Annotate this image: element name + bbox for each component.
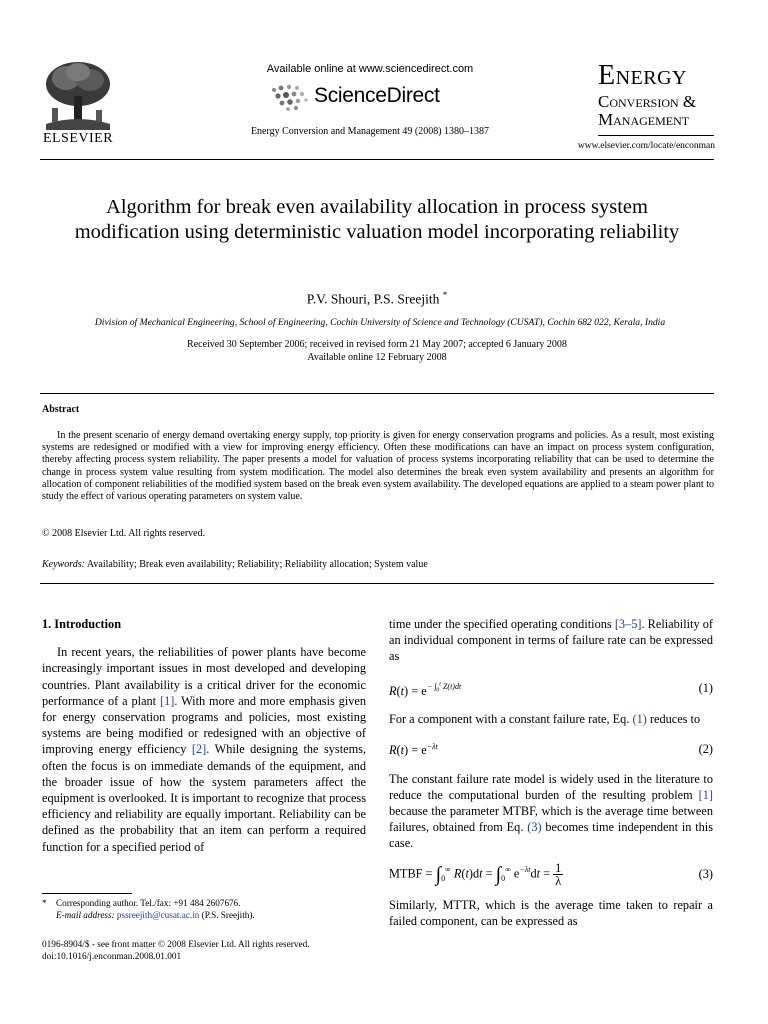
front-matter (42, 939, 310, 963)
journal-logo-line-3: Management (598, 110, 690, 129)
authors (70, 290, 684, 308)
equation-3-number: (3) (698, 866, 713, 881)
journal-logo-rule (598, 135, 714, 136)
publisher-name: ELSEVIER (42, 131, 114, 146)
elsevier-tree-icon (38, 58, 118, 130)
keywords-text: Availability; Break even availability; Reliability; Reliability allocation; System value (86, 559, 428, 570)
equation-2-formula: $R(t) = e^{-\lambda t}$ (389, 742, 438, 758)
doi-line[interactable]: doi:10.1016/j.enconman.2008.01.001 (42, 952, 182, 962)
email-note: E-mail address: pssreejith@cusat.ac.in (P.S. Sreejith). (56, 910, 255, 920)
sciencedirect-dots-icon (268, 82, 312, 112)
keywords (42, 559, 428, 570)
right-paragraph-3: The constant failure rate model is widely used in the literature to reduce the computational burden of the resulting problem [1] because the parameter MTBF, which is the average time between failures, obtained from Eq. (3) becomes time independent in this case. (389, 771, 713, 851)
right-paragraph-2: For a component with a constant failure rate, Eq. (1) reduces to (389, 712, 701, 727)
equation-1-formula: $R(t) = e^{- \int_0^t Z(t)dt}$ (389, 681, 462, 698)
keywords-label: Keywords: (42, 559, 85, 570)
journal-logo-line-2: Conversion & (598, 92, 697, 111)
abstract-copyright: © 2008 Elsevier Ltd. All rights reserved. (42, 528, 206, 539)
received-dates (70, 338, 684, 364)
author-names: P.V. Shouri, P.S. Sreejith (306, 291, 440, 307)
abstract-bottom-divider (40, 583, 714, 584)
journal-logo-line-1: Energy (598, 60, 687, 91)
citation-link[interactable]: [1] (159, 693, 175, 708)
footnote (42, 897, 366, 921)
equation-2 (389, 739, 713, 758)
equation-1-number: (1) (698, 680, 713, 695)
journal-citation: Energy Conversion and Management 49 (2008) 1380–1387 (250, 126, 490, 137)
right-paragraph-1: time under the specified operating conditions [3–5]. Reliability of an individual component in terms of failure rate can be expressed as (389, 617, 713, 664)
issn-line: 0196-8904/$ - see front matter © 2008 Elsevier Ltd. All rights reserved. (42, 940, 310, 950)
right-column (389, 616, 713, 929)
abstract-text: In the present scenario of energy demand overtaking energy supply, top priority is given for energy conservation programs and policies. As a result, most existing systems are redesigned or modified with a view for improving energy efficiency. Often these modifications can have an impact on process system configuration, thereby affecting process system reliability. The paper presents a model for valuation of process systems incorporating reliability that can be used to determine the change in process system value resulting from system modification. The model also determines the break even system availability and presents an algorithm for allocation of component reliabilities of the modified system based on the break even system availability. The developed equations are applied to a steam power plant to study the effect of various operating parameters on system value. (42, 430, 714, 503)
equation-2-number: (2) (698, 741, 713, 756)
sciencedirect-logo (268, 82, 488, 112)
left-column (42, 616, 366, 855)
citation-link[interactable]: [1] (698, 787, 713, 802)
right-paragraph-4: Similarly, MTTR, which is the average time taken to repair a failed component, can be expressed as (389, 897, 713, 928)
intro-paragraph: In recent years, the reliabilities of power plants have become increasingly important issues in most developed and developing countries. Plant availability is a critical driver for the economic performance of a plant [1]. With more and more emphasis given for energy conservation programs and policies, most existing systems are being modified or redesigned with an objective of improving energy efficiency [2]. While designing the systems, often the focus is on immediate demands of the equipment, and the broader issue of how the system parameters affect the equipment is overlooked. It is important to recognize that process efficiency and reliability are equally important. Reliability can be defined as the probability that an item can perform a required function for a specified period of (42, 645, 367, 854)
citation-link[interactable]: [3–5] (614, 617, 642, 631)
email-link[interactable]: pssreejith@cusat.ac.in (116, 910, 200, 920)
journal-url[interactable]: www.elsevier.com/locate/enconman (577, 141, 715, 151)
received-line: Received 30 September 2006; received in revised form 21 May 2007; accepted 6 January 2008 (187, 339, 567, 350)
available-online-date: Available online 12 February 2008 (307, 352, 447, 363)
equation-ref-link[interactable]: (3) (527, 820, 542, 835)
journal-logo (598, 62, 716, 128)
abstract-heading: Abstract (42, 404, 80, 415)
equation-1 (389, 677, 713, 699)
intro-heading: 1. Introduction (42, 617, 122, 631)
equation-3 (389, 862, 713, 887)
corresponding-author-note: * Corresponding author. Tel./fax: +91 484 2607676. (42, 898, 241, 908)
sciencedirect-name: ScienceDirect (314, 84, 440, 107)
affiliation: Division of Mechanical Engineering, School of Engineering, Cochin University of Science and Technology (CUSAT), Cochin 682 022, Kerala, India (94, 317, 666, 328)
available-online-text: Available online at www.sciencedirect.com (266, 63, 474, 75)
header-divider (40, 159, 714, 160)
elsevier-logo (38, 58, 118, 148)
equation-ref-link[interactable]: (1) (632, 712, 647, 727)
footnote-rule (42, 893, 132, 894)
equation-3-formula: MTBF = $\int_0^\infty$ $R(t)dt = \int_0^\infty$ $e^{-\lambda t}dt$ = $\frac{1}{\lambda}$ (389, 860, 562, 888)
citation-link[interactable]: [2] (191, 742, 207, 757)
abstract-top-divider (40, 393, 714, 394)
article-title: Algorithm for break even availability allocation in process system modification using deterministic valuation model incorporating reliability (74, 196, 680, 243)
corresponding-author-mark[interactable]: * (442, 290, 448, 300)
